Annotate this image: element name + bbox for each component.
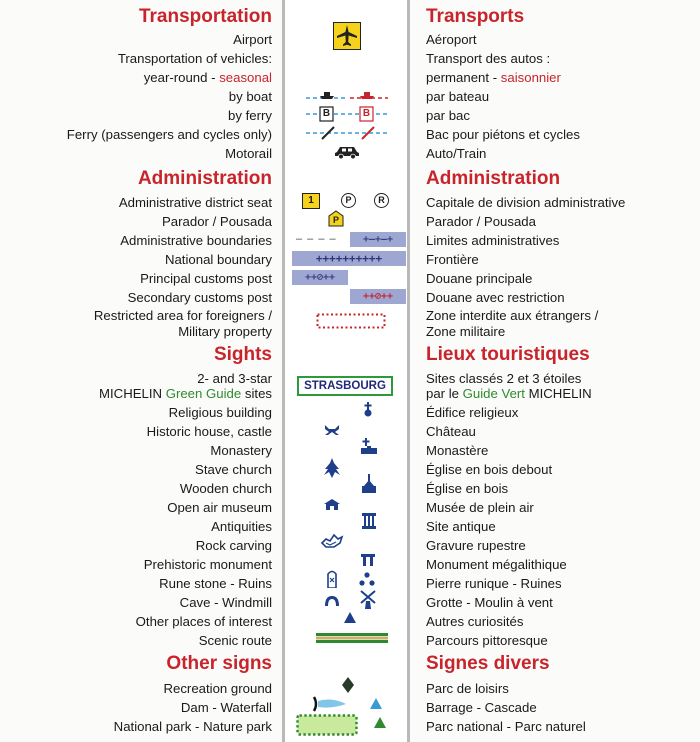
wooden-church-icon bbox=[361, 474, 377, 494]
label-religious-fr: Édifice religieux bbox=[426, 405, 519, 420]
admin-bound-box: +–+–+ bbox=[350, 232, 406, 247]
label-star-sites-line2-fr bbox=[426, 386, 592, 402]
section-heading-administration-en: Administration bbox=[137, 168, 272, 189]
windmill-icon bbox=[359, 589, 377, 609]
dolmen-icon bbox=[361, 554, 375, 566]
label-star-sites-line1-en: 2- and 3-star bbox=[197, 371, 272, 386]
label-prehistoric-en: Prehistoric monument bbox=[143, 557, 272, 572]
parador-badge-letter: P bbox=[332, 215, 339, 225]
section-heading-administration-fr: Administration bbox=[426, 168, 561, 189]
label-open-air-fr: Musée de plein air bbox=[426, 500, 534, 515]
rock-carving-icon bbox=[320, 531, 344, 551]
label-motorail-en: Motorail bbox=[225, 146, 272, 161]
ferry-letter-seasonal: B bbox=[362, 108, 371, 119]
parador-circle-p: P bbox=[341, 193, 356, 208]
label-wooden-fr: Église en bois bbox=[426, 481, 509, 496]
label-other-places-fr: Autres curiosités bbox=[426, 614, 524, 629]
label-rock-fr: Gravure rupestre bbox=[426, 538, 526, 553]
customs-main-box: ++⊘++ bbox=[292, 270, 348, 285]
label-airport-en: Airport bbox=[233, 32, 272, 47]
label-national-bound-en: National boundary bbox=[164, 252, 272, 267]
label-motorail-fr: Auto/Train bbox=[426, 146, 487, 161]
label-antiquities-en: Antiquities bbox=[211, 519, 272, 534]
label-historic-en: Historic house, castle bbox=[146, 424, 272, 439]
label-cave-en: Cave - Windmill bbox=[179, 595, 272, 610]
label-vehicles-fr: Transport des autos : bbox=[426, 51, 551, 66]
label-yearround-fr bbox=[426, 70, 561, 86]
section-heading-transportation-fr: Transports bbox=[426, 6, 525, 27]
label-star-sites-line1-fr: Sites classés 2 et 3 étoiles bbox=[426, 371, 582, 386]
restricted-area-icon bbox=[316, 313, 386, 329]
passenger-ferry-icon bbox=[306, 124, 388, 142]
label-dam-fr: Barrage - Cascade bbox=[426, 700, 537, 715]
dam-icon bbox=[312, 695, 348, 713]
label-scenic-en: Scenic route bbox=[198, 633, 272, 648]
label-rune-fr: Pierre runique - Ruines bbox=[426, 576, 562, 591]
label-national-bound-fr: Frontière bbox=[426, 252, 479, 267]
column-ruin-icon bbox=[362, 513, 376, 529]
label-customs-main-fr: Douane principale bbox=[426, 271, 533, 286]
church-cross-icon bbox=[362, 402, 374, 418]
park-boundary-icon bbox=[296, 714, 358, 736]
label-religious-en: Religious building bbox=[168, 405, 272, 420]
section-heading-transportation-en: Transportation bbox=[138, 6, 272, 27]
scenic-route-icon bbox=[316, 633, 388, 643]
seasonal-en-text: seasonal bbox=[219, 70, 272, 85]
section-heading-other-fr: Signes divers bbox=[426, 653, 550, 674]
green-guide-en: Green Guide bbox=[165, 386, 242, 401]
label-recreation-fr: Parc de loisirs bbox=[426, 681, 509, 696]
section-heading-other-en: Other signs bbox=[166, 653, 272, 674]
label-cave-fr: Grotte - Moulin à vent bbox=[426, 595, 553, 610]
open-air-museum-icon bbox=[322, 498, 342, 512]
label-boat-en: by boat bbox=[228, 89, 272, 104]
yearround-en-text: year-round - bbox=[143, 70, 220, 85]
triangle-icon bbox=[344, 612, 356, 623]
label-admin-bound-en: Administrative boundaries bbox=[120, 233, 272, 248]
label-district-seat-fr: Capitale de division administrative bbox=[426, 195, 626, 210]
label-rock-en: Rock carving bbox=[195, 538, 272, 553]
label-scenic-fr: Parcours pittoresque bbox=[426, 633, 548, 648]
label-stave-en: Stave church bbox=[195, 462, 272, 477]
label-monastery-en: Monastery bbox=[210, 443, 272, 458]
label-other-places-en: Other places of interest bbox=[135, 614, 272, 629]
label-yearround-en bbox=[144, 70, 272, 86]
airplane-icon bbox=[333, 22, 361, 50]
label-wooden-en: Wooden church bbox=[179, 481, 272, 496]
ferry-route-icon bbox=[306, 105, 388, 123]
parador-circle-r: R bbox=[374, 193, 389, 208]
label-ferry-pc-en: Ferry (passengers and cycles only) bbox=[66, 127, 272, 142]
label-customs-main-en: Principal customs post bbox=[140, 271, 272, 286]
admin-bound-dashes: – – – – bbox=[296, 233, 337, 245]
national-bound-box: ++++++++++ bbox=[292, 251, 406, 266]
green-guide-fr: Guide Vert bbox=[462, 386, 525, 401]
section-heading-sights-fr: Lieux touristiques bbox=[426, 344, 590, 365]
label-vehicles-en: Transportation of vehicles: bbox=[117, 51, 272, 66]
yearround-fr-text: permanent - bbox=[426, 70, 501, 85]
label-antiquities-fr: Site antique bbox=[426, 519, 496, 534]
seasonal-fr-text: saisonnier bbox=[500, 70, 561, 85]
label-prehistoric-fr: Monument mégalithique bbox=[426, 557, 567, 572]
label-airport-fr: Aéroport bbox=[426, 32, 477, 47]
ruins-dots-icon bbox=[359, 572, 375, 586]
star-sites-fr-pre: par le bbox=[426, 386, 463, 401]
section-heading-sights-en: Sights bbox=[213, 344, 272, 365]
label-restricted-en: Restricted area for foreigners / Military property bbox=[93, 308, 272, 339]
label-parador-fr: Parador / Pousada bbox=[426, 214, 536, 229]
nature-park-triangle-icon bbox=[374, 717, 386, 728]
label-stave-fr: Église en bois debout bbox=[426, 462, 553, 477]
label-historic-fr: Château bbox=[426, 424, 476, 439]
star-sites-en-pre: MICHELIN bbox=[99, 386, 166, 401]
label-dam-en: Dam - Waterfall bbox=[180, 700, 272, 715]
star-sites-en-post: sites bbox=[241, 386, 272, 401]
boat-route-icon bbox=[306, 87, 388, 103]
label-national-park-fr: Parc national - Parc naturel bbox=[426, 719, 586, 734]
label-recreation-en: Recreation ground bbox=[163, 681, 272, 696]
label-customs-sec-en: Secondary customs post bbox=[127, 290, 272, 305]
cave-icon bbox=[324, 594, 340, 606]
label-ferry-pc-fr: Bac pour piétons et cycles bbox=[426, 127, 580, 142]
district-seat-symbol: 1 bbox=[302, 193, 320, 209]
label-monastery-fr: Monastère bbox=[426, 443, 489, 458]
label-district-seat-en: Administrative district seat bbox=[118, 195, 272, 210]
label-admin-bound-fr: Limites administratives bbox=[426, 233, 560, 248]
label-open-air-en: Open air museum bbox=[167, 500, 272, 515]
label-parador-en: Parador / Pousada bbox=[162, 214, 272, 229]
stave-church-icon bbox=[323, 458, 341, 478]
strasbourg-example-label: STRASBOURG bbox=[297, 376, 393, 396]
monastery-icon bbox=[361, 438, 377, 456]
label-national-park-en: National park - Nature park bbox=[113, 719, 272, 734]
recreation-diamond-icon bbox=[342, 677, 354, 693]
label-boat-fr: par bateau bbox=[426, 89, 490, 104]
label-restricted-fr: Zone interdite aux étrangers / Zone militaire bbox=[426, 308, 599, 339]
label-star-sites-line2-en bbox=[99, 386, 272, 402]
label-customs-sec-fr: Douane avec restriction bbox=[426, 290, 565, 305]
customs-sec-box: ++⊘++ bbox=[350, 289, 406, 304]
ferry-letter: B bbox=[322, 108, 331, 119]
label-ferry-fr: par bac bbox=[426, 108, 470, 123]
star-sites-fr-post: MICHELIN bbox=[524, 386, 592, 401]
castle-icon bbox=[324, 424, 340, 436]
car-train-icon bbox=[333, 142, 361, 160]
label-rune-en: Rune stone - Ruins bbox=[159, 576, 272, 591]
rune-stone-icon bbox=[326, 570, 338, 588]
waterfall-icon bbox=[370, 698, 382, 709]
label-ferry-en: by ferry bbox=[228, 108, 272, 123]
